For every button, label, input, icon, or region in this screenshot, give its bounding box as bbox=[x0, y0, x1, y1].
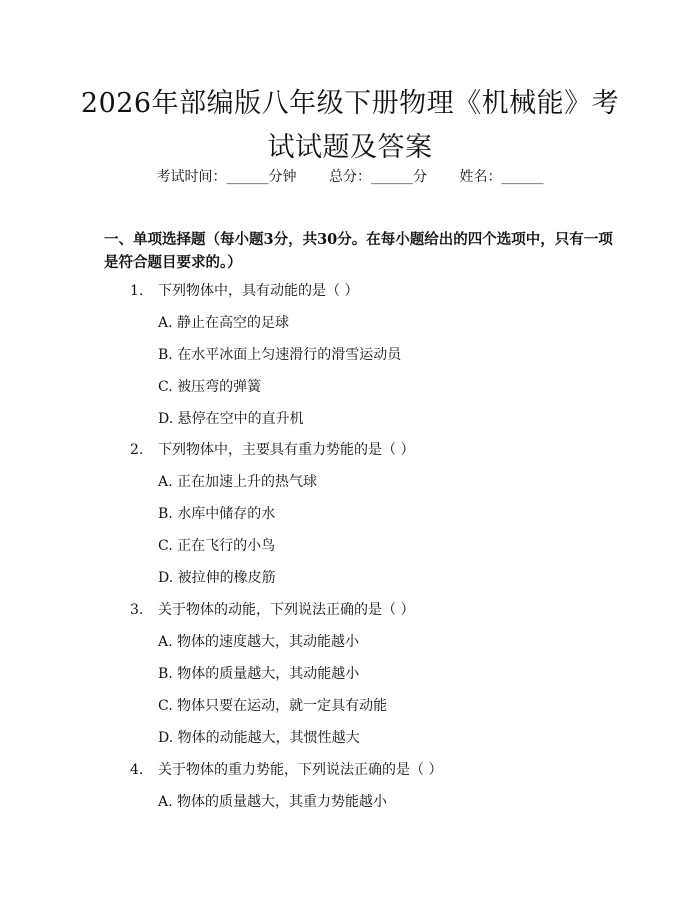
question-3-option-b: B. 物体的质量越大，其动能越小 bbox=[158, 666, 360, 682]
page-title: 2026年部编版八年级下册物理《机械能》考试试题及答案 bbox=[80, 88, 620, 163]
question-number: 1. bbox=[130, 283, 144, 299]
question-number: 3. bbox=[130, 602, 144, 618]
exam-time-field: 考试时间：______分钟 bbox=[156, 169, 297, 185]
question-2-option-b: B. 水库中储存的水 bbox=[158, 506, 276, 522]
question-number: 4. bbox=[130, 762, 144, 778]
question-number: 2. bbox=[130, 442, 144, 458]
question-1-option-c: C. 被压弯的弹簧 bbox=[158, 379, 262, 395]
question-text: 下列物体中，具有动能的是（ ） bbox=[158, 283, 359, 299]
question-2 bbox=[130, 440, 414, 460]
question-3-option-a: A. 物体的速度越大，其动能越小 bbox=[158, 634, 360, 650]
question-text: 关于物体的动能，下列说法正确的是（ ） bbox=[158, 602, 415, 618]
question-2-option-c: C. 正在飞行的小鸟 bbox=[158, 538, 276, 554]
question-3-option-d: D. 物体的动能越大，其惯性越大 bbox=[158, 730, 360, 746]
section-heading: 一、单项选择题（每小题3分，共30分。在每小题给出的四个选项中，只有一项是符合题目要求的。） bbox=[104, 231, 613, 271]
question-3-option-c: C. 物体只要在运动，就一定具有动能 bbox=[158, 698, 388, 714]
question-1-option-d: D. 悬停在空中的直升机 bbox=[158, 411, 304, 427]
question-4 bbox=[130, 760, 442, 780]
question-4-option-a: A. 物体的质量越大，其重力势能越小 bbox=[158, 794, 388, 810]
total-score-field: 总分：______分 bbox=[329, 169, 427, 185]
question-3 bbox=[130, 600, 414, 620]
question-2-option-d: D. 被拉伸的橡皮筋 bbox=[158, 570, 276, 586]
question-1 bbox=[130, 281, 358, 301]
question-2-option-a: A. 正在加速上升的热气球 bbox=[158, 474, 318, 490]
question-1-option-b: B. 在水平冰面上匀速滑行的滑雪运动员 bbox=[158, 347, 402, 363]
exam-info-line bbox=[0, 166, 700, 188]
question-1-option-a: A. 静止在高空的足球 bbox=[158, 315, 290, 331]
question-text: 关于物体的重力势能，下列说法正确的是（ ） bbox=[158, 762, 443, 778]
student-name-field: 姓名：______ bbox=[459, 169, 544, 185]
question-text: 下列物体中，主要具有重力势能的是（ ） bbox=[158, 442, 415, 458]
